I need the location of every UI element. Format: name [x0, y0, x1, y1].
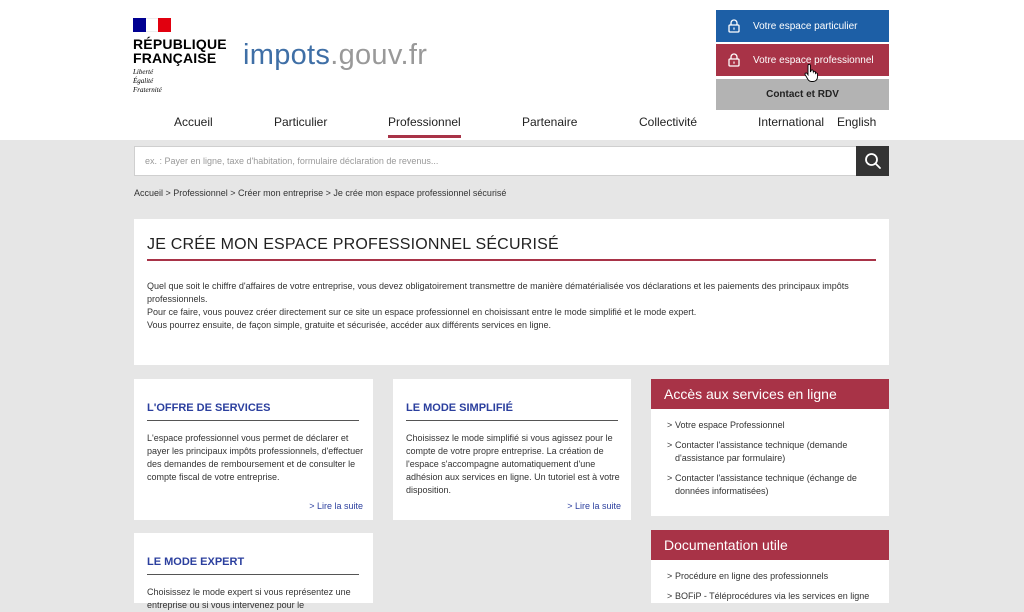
sidebar-link[interactable]: > BOFiP - Téléprocédures via les services en ligne: [667, 590, 877, 603]
card-mode-expert: [134, 533, 373, 610]
nav-particulier[interactable]: Particulier: [274, 115, 328, 129]
main-content-card: [134, 219, 889, 365]
card-description: Choisissez le mode simplifié si vous agissez pour le compte de votre propre entreprise. La création de l'espace s'accompagne automatiquement d'une adhésion aux services en ligne. Un tutoriel est à votre disposition.: [406, 433, 620, 495]
sidebar-link[interactable]: > Procédure en ligne des professionnels: [667, 570, 877, 583]
card-divider: [406, 420, 618, 421]
card-title[interactable]: LE MODE EXPERT: [147, 556, 245, 568]
intro-paragraph-1: Quel que soit le chiffre d'affaires de votre entreprise, vous devez obligatoirement transmettre de manière dématérialisée vos déclarations et les paiements des principaux impôts professionnels.: [147, 281, 849, 304]
motto-liberte: Liberté: [133, 68, 154, 76]
intro-paragraph-2: Pour ce faire, vous pouvez créer directement sur ce site un espace professionnel en choisissant entre le mode simplifié et le mode expert.: [147, 307, 697, 317]
main-nav: [0, 110, 1024, 140]
hand-cursor-icon: [804, 64, 818, 82]
nav-partenaire[interactable]: Partenaire: [522, 115, 578, 129]
nav-accueil[interactable]: Accueil: [174, 115, 213, 129]
site-name-main: impots: [243, 39, 331, 71]
sidebar-documentation: [651, 530, 889, 603]
nav-professionnel[interactable]: Professionnel: [388, 115, 461, 138]
motto: [133, 68, 233, 95]
card-divider: [147, 420, 359, 421]
motto-egalite: Égalité: [133, 77, 154, 85]
read-more-link[interactable]: > Lire la suite: [309, 501, 363, 511]
sidebar-title: Accès aux services en ligne: [651, 379, 889, 409]
read-more-link[interactable]: > Lire la suite: [567, 501, 621, 511]
card-mode-simplifie: [393, 379, 631, 520]
sidebar-links: [651, 409, 889, 498]
motto-fraternite: Fraternité: [133, 86, 162, 94]
sidebar-link[interactable]: > Contacter l'assistance technique (échange de données informatisées): [667, 472, 877, 498]
search-button[interactable]: [856, 146, 889, 176]
page-title: JE CRÉE MON ESPACE PROFESSIONNEL SÉCURISÉ: [147, 236, 559, 253]
site-name-ext: .gouv.fr: [330, 39, 428, 71]
french-flag-icon: [133, 18, 171, 32]
card-title[interactable]: LE MODE SIMPLIFIÉ: [406, 402, 513, 414]
search-input[interactable]: [135, 147, 855, 175]
card-description: L'espace professionnel vous permet de déclarer et payer les principaux impôts professionnels, d'effectuer des demandes de remboursement et de consulter le compte fiscal de votre entreprise.: [147, 433, 364, 482]
nav-english[interactable]: English: [837, 115, 877, 129]
card-divider: [147, 574, 359, 575]
site-header: [0, 0, 1024, 140]
nav-collectivite[interactable]: Collectivité: [639, 115, 698, 129]
sidebar-acces-services: [651, 379, 889, 516]
search-bar: [134, 146, 889, 176]
contact-rdv-button[interactable]: Contact et RDV: [716, 79, 889, 110]
sidebar-link[interactable]: > Contacter l'assistance technique (demande d'assistance par formulaire): [667, 439, 877, 465]
espace-particulier-button[interactable]: [716, 10, 889, 42]
sidebar-links: [651, 560, 889, 603]
lock-icon: [728, 53, 740, 67]
breadcrumb[interactable]: Accueil > Professionnel > Créer mon entreprise > Je crée mon espace professionnel sécurisé: [134, 188, 507, 198]
intro-text: [147, 280, 867, 332]
espace-professionnel-label: Votre espace professionnel: [753, 54, 874, 66]
republique-francaise-logo[interactable]: [133, 18, 233, 95]
nav-international[interactable]: International: [758, 115, 825, 129]
search-icon: [864, 152, 882, 170]
card-title[interactable]: L'OFFRE DE SERVICES: [147, 402, 271, 414]
republic-name-line1: RÉPUBLIQUE: [133, 36, 227, 52]
intro-paragraph-3: Vous pourrez ensuite, de façon simple, gratuite et sécurisée, accéder aux différents services en ligne.: [147, 320, 552, 330]
title-divider: [147, 259, 876, 261]
republic-name-line2: FRANÇAISE: [133, 50, 217, 66]
espace-professionnel-button[interactable]: [716, 44, 889, 76]
lock-icon: [728, 19, 740, 33]
site-name-logo[interactable]: [243, 39, 427, 72]
sidebar-link[interactable]: > Votre espace Professionnel: [667, 419, 877, 432]
espace-particulier-label: Votre espace particulier: [753, 20, 858, 32]
sidebar-title: Documentation utile: [651, 530, 889, 560]
card-description: Choisissez le mode expert si vous représentez une entreprise ou si vous intervenez pour le: [147, 587, 351, 610]
card-offre-services: [134, 379, 373, 520]
